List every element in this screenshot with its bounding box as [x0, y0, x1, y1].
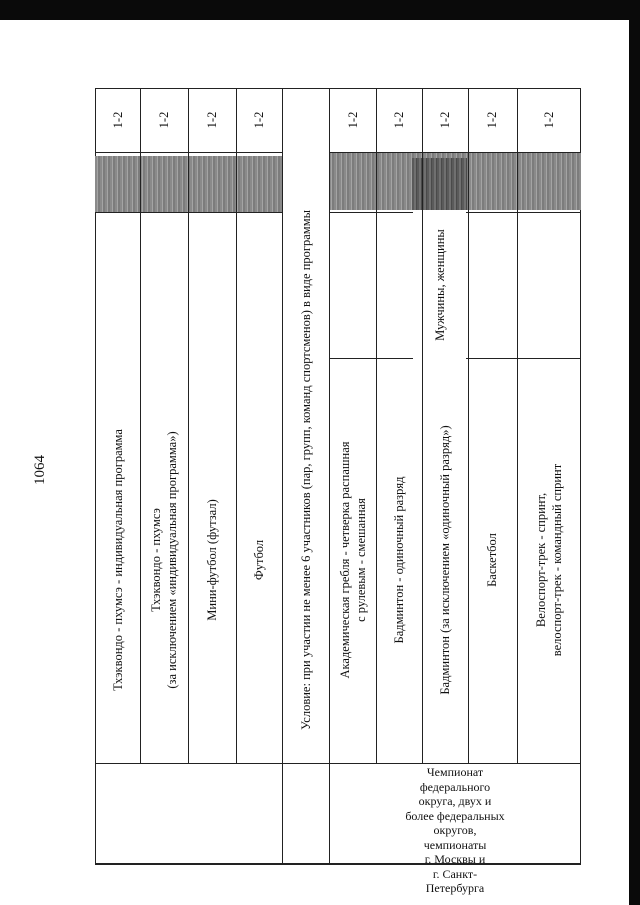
row-divider	[236, 88, 237, 763]
row-divider	[188, 88, 189, 763]
page-number: 1064	[32, 455, 48, 485]
row-divider	[422, 88, 423, 763]
age-cell: 1-2	[392, 111, 406, 129]
discipline-cell: Тхэквондо - пхумсэ - индивидуальная программа	[111, 429, 125, 691]
row-divider	[282, 88, 283, 864]
age-cell: 1-2	[485, 111, 499, 129]
condition-row: Условие: при участии не менее 6 участников (пар, групп, команд спортсменов) в виде программы	[299, 209, 313, 731]
row-divider	[329, 88, 330, 864]
shaded-cell-dark	[412, 158, 467, 210]
age-cell: 1-2	[542, 111, 556, 129]
age-cell: 1-2	[252, 111, 266, 129]
row-divider	[140, 88, 141, 763]
discipline-cell: Велоспорт-трек - спринт, велоспорт-трек - командный спринт	[534, 463, 564, 657]
discipline-cell: Бадминтон (за исключением «одиночный разряд»)	[438, 425, 452, 695]
row-divider	[468, 88, 469, 763]
age-cell: 1-2	[205, 111, 219, 129]
age-cell: 1-2	[346, 111, 360, 129]
scan-border-top	[0, 0, 640, 20]
column-divider	[329, 212, 413, 213]
column-divider	[95, 212, 282, 213]
column-divider	[95, 763, 581, 764]
competition-cell: Чемпионат федерального округа, двух и более федеральных округов, чемпионаты г. Москвы и г. Санкт- Петербурга	[405, 765, 505, 895]
scan-border-right	[629, 0, 640, 905]
row-divider	[376, 88, 377, 763]
age-cell: 1-2	[157, 111, 171, 129]
age-cell: 1-2	[438, 111, 452, 129]
column-divider	[95, 152, 282, 153]
gender-cell: Мужчины, женщины	[433, 229, 447, 341]
age-cell: 1-2	[111, 111, 125, 129]
discipline-cell: Баскетбол	[485, 533, 499, 587]
discipline-cell: Бадминтон - одиночный разряд	[392, 476, 406, 644]
discipline-cell: Тхэквондо - пхумсэ (за исключением «индивидуальная программа»)	[149, 431, 179, 689]
row-divider	[517, 88, 518, 763]
discipline-cell: Футбол	[252, 539, 266, 581]
column-divider	[329, 358, 413, 359]
discipline-cell: Мини-футбол (футзал)	[205, 499, 219, 621]
column-divider	[329, 152, 581, 153]
column-divider	[466, 212, 581, 213]
column-divider	[466, 358, 581, 359]
discipline-cell: Академическая гребля - четверка распашная с рулевым - смешанная	[338, 441, 368, 679]
